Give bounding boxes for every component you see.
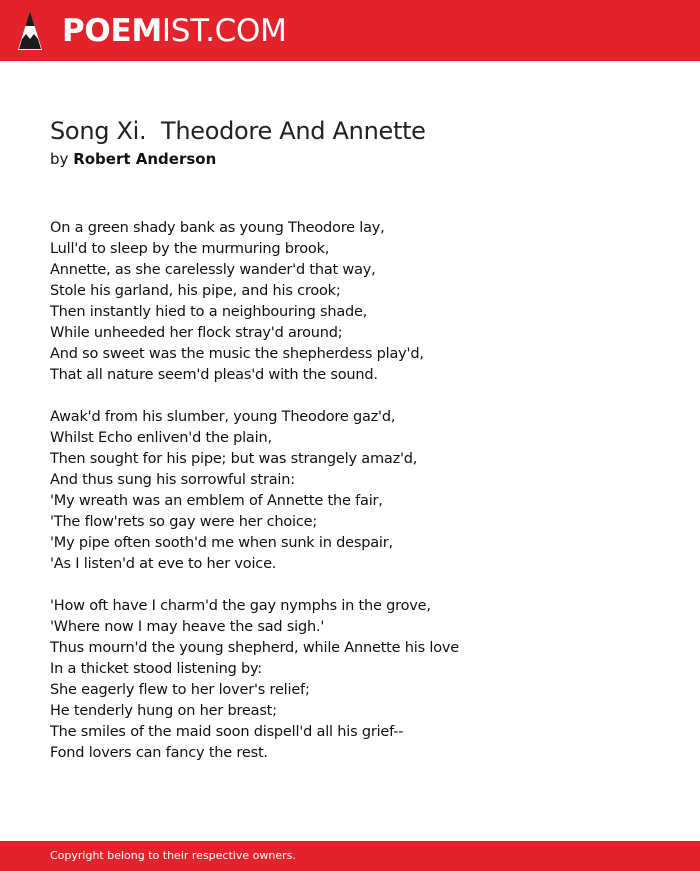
poem-line: In a thicket stood listening by:	[50, 661, 262, 677]
poem-line: 'My pipe often sooth'd me when sunk in despair,	[50, 535, 393, 551]
logo-bold-text: POEM	[62, 13, 162, 49]
poem-line: Stole his garland, his pipe, and his crook;	[50, 283, 341, 299]
pencil-tip-icon[interactable]	[17, 10, 43, 52]
poem-line: Fond lovers can fancy the rest.	[50, 745, 268, 761]
poem-line: Thus mourn'd the young shepherd, while Annette his love	[50, 640, 459, 656]
poem-line: That all nature seem'd pleas'd with the sound.	[50, 367, 378, 383]
site-header	[0, 0, 700, 61]
poem-title: Song Xi. Theodore And Annette	[50, 117, 426, 145]
poem-line: On a green shady bank as young Theodore lay,	[50, 220, 385, 236]
stanza	[50, 596, 670, 764]
stanza	[50, 218, 670, 386]
byline	[50, 148, 216, 170]
author-name: Robert Anderson	[73, 150, 217, 168]
site-footer	[0, 841, 700, 871]
poem-line: Then sought for his pipe; but was strangely amaz'd,	[50, 451, 418, 467]
poem-line: 'As I listen'd at eve to her voice.	[50, 556, 277, 572]
poem-line: And so sweet was the music the shepherdess play'd,	[50, 346, 424, 362]
poem-line: Whilst Echo enliven'd the plain,	[50, 430, 272, 446]
site-logo-wordmark[interactable]	[62, 10, 287, 52]
stanza	[50, 407, 670, 575]
poem-line: She eagerly flew to her lover's relief;	[50, 682, 310, 698]
copyright-notice: Copyright belong to their respective owners.	[50, 849, 296, 862]
poem-line: 'How oft have I charm'd the gay nymphs in the grove,	[50, 598, 431, 614]
poem-line: Awak'd from his slumber, young Theodore gaz'd,	[50, 409, 396, 425]
poem-line: 'Where now I may heave the sad sigh.'	[50, 619, 325, 635]
logo-light-text: IST.COM	[161, 13, 287, 49]
poem-line: 'My wreath was an emblem of Annette the fair,	[50, 493, 383, 509]
poem-line: And thus sung his sorrowful strain:	[50, 472, 295, 488]
poem-line: Lull'd to sleep by the murmuring brook,	[50, 241, 330, 257]
poem-line: While unheeded her flock stray'd around;	[50, 325, 343, 341]
poem-line: Then instantly hied to a neighbouring shade,	[50, 304, 368, 320]
poem-line: 'The flow'rets so gay were her choice;	[50, 514, 318, 530]
poem-body	[50, 218, 670, 785]
by-label: by	[50, 150, 69, 168]
poem-line: He tenderly hung on her breast;	[50, 703, 277, 719]
poem-line: The smiles of the maid soon dispell'd all his grief--	[50, 724, 404, 740]
poem-line: Annette, as she carelessly wander'd that way,	[50, 262, 376, 278]
